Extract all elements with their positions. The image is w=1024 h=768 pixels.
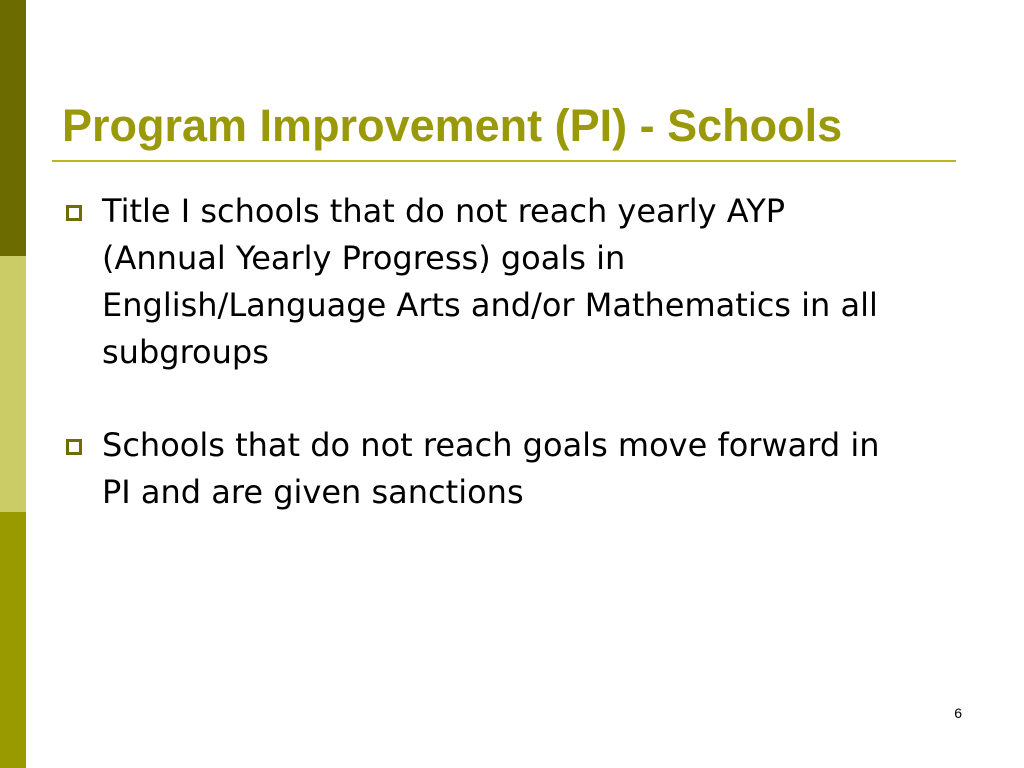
page-number: 6 [954, 705, 962, 721]
decorative-side-bar [0, 0, 26, 768]
side-bar-middle-segment [0, 256, 26, 512]
bullet-list [66, 188, 946, 516]
bullet-text: Title I schools that do not reach yearly AYP (Annual Yearly Progress) goals in English/Language Arts and/or Mathematics in all subgroups [102, 192, 878, 371]
slide-title: Program Improvement (PI) - Schools [62, 100, 843, 151]
bullet-item [66, 188, 946, 376]
bullet-item [66, 422, 946, 516]
bullet-text: Schools that do not reach goals move forward in PI and are given sanctions [102, 426, 880, 511]
side-bar-bottom-segment [0, 512, 26, 768]
hollow-square-bullet-icon [66, 439, 82, 455]
side-bar-top-segment [0, 0, 26, 256]
hollow-square-bullet-icon [66, 205, 82, 221]
title-underline-rule [52, 160, 956, 162]
